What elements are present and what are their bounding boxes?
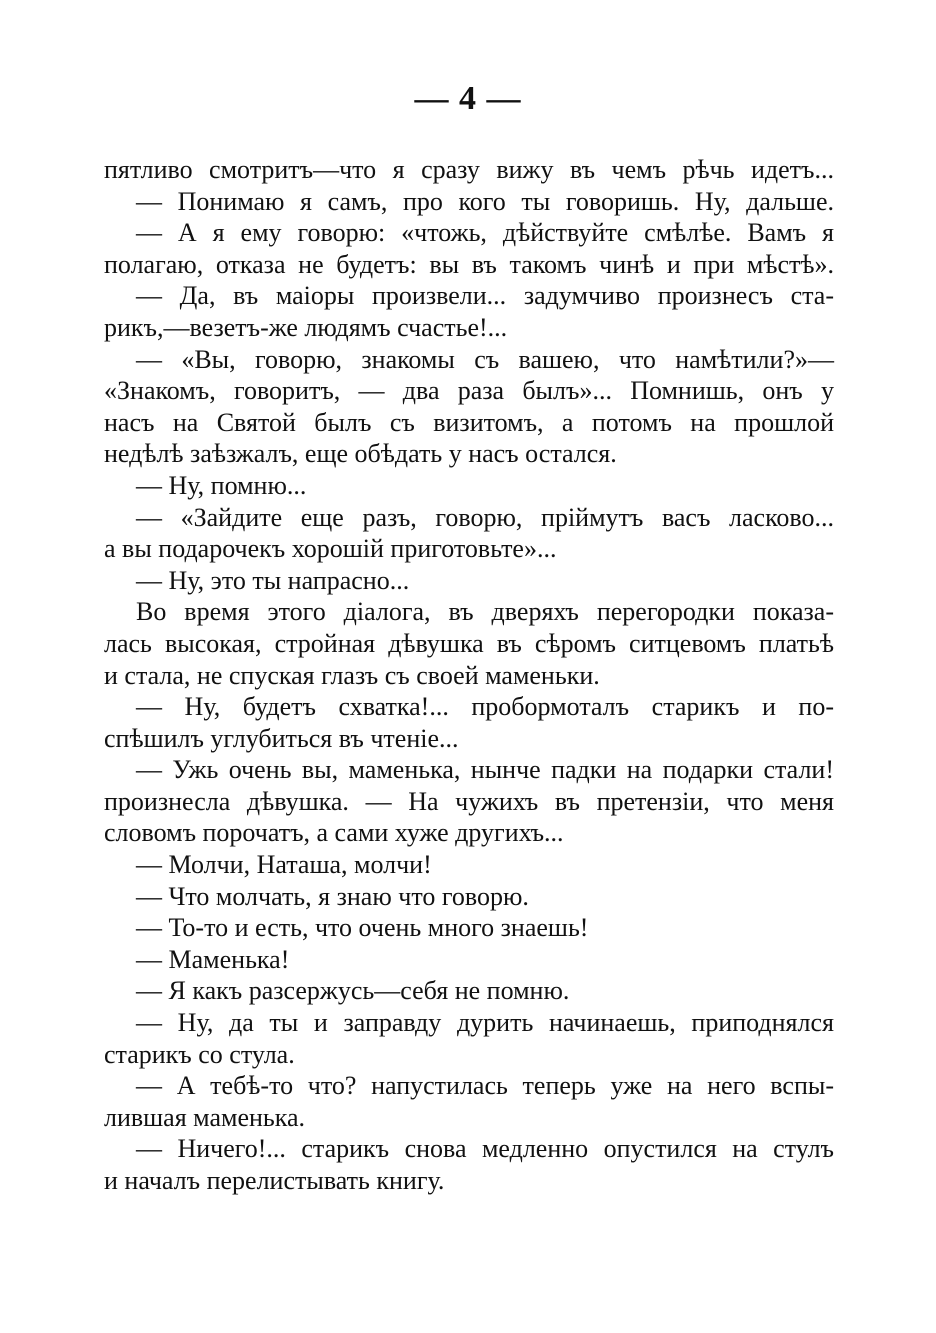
text-line: — Понимаю я самъ, про кого ты говоришь. Ну, дальше. [136, 186, 834, 216]
text-line: — Я какъ разсержусь—себя не помню. [136, 976, 570, 1006]
text-line: и стала, не спуская глазъ съ своей маменьки. [104, 660, 600, 690]
text-line: — Ну, будетъ схватка!... пробормоталъ старикъ и по- [136, 692, 834, 722]
text-line: — Да, въ маіоры произвели... задумчиво произнесъ ста- [136, 281, 834, 311]
text-line: — Ужь очень вы, маменька, нынче падки на подарки стали! [136, 755, 834, 785]
text-line: Во время этого діалога, въ дверяхъ перегородки показа- [136, 597, 834, 627]
text-line: недѣлѣ заѣзжалъ, еще обѣдать у насъ остался. [104, 439, 617, 469]
text-line: и началъ перелистывать книгу. [104, 1166, 445, 1195]
text-line: — То-то и есть, что очень много знаешь! [136, 913, 589, 943]
text-line: — Ну, да ты и заправду дурить начинаешь, приподнялся [136, 1008, 834, 1038]
text-line: насъ на Святой былъ съ визитомъ, а потомъ на прошлой [104, 407, 834, 437]
text-line: — Ничего!... старикъ снова медленно опустился на стулъ [136, 1134, 834, 1164]
text-line: а вы подарочекъ хорошій приготовьте»... [104, 534, 557, 564]
body-text [104, 154, 834, 1197]
text-line: — Ну, помню... [136, 470, 307, 500]
text-line: — Маменька! [136, 944, 290, 974]
text-line: — Ну, это ты напрасно... [136, 565, 410, 595]
text-line: — Молчи, Наташа, молчи! [136, 850, 432, 880]
page-number: — 4 — [414, 80, 522, 117]
text-line: полагаю, отказа не будетъ: вы въ такомъ чинѣ и при мѣстѣ». [104, 249, 834, 279]
text-line: словомъ порочатъ, а сами хуже другихъ... [104, 818, 564, 848]
text-line: спѣшилъ углубиться въ чтеніе... [104, 723, 459, 753]
text-line: — «Зайдите еще разъ, говорю, пріймутъ васъ ласково... [136, 502, 834, 532]
text-line: пятливо смотритъ—что я сразу вижу въ чемъ рѣчь идетъ... [104, 155, 834, 184]
text-line: — «Вы, говорю, знакомы съ вашею, что намѣтили?»— [136, 344, 834, 374]
text-line: рикъ,—везетъ-же людямъ счастье!... [104, 312, 508, 342]
text-line: — А тебѣ-то что? напустилась теперь уже на него вспы- [136, 1071, 834, 1101]
text-line: — Что молчать, я знаю что говорю. [136, 881, 529, 911]
text-line: произнесла дѣвушка. — На чужихъ въ претензіи, что меня [104, 786, 834, 816]
text-line: — А я ему говорю: «чтожь, дѣйствуйте смѣлѣе. Вамъ я [136, 218, 834, 248]
text-line: «Знакомъ, говоритъ, — два раза былъ»... Помнишь, онъ у [104, 376, 834, 406]
text-line: старикъ со стула. [104, 1039, 295, 1069]
text-line: лившая маменька. [104, 1102, 306, 1132]
text-line: лась высокая, стройная дѣвушка въ сѣромъ ситцевомъ платьѣ [104, 628, 834, 658]
